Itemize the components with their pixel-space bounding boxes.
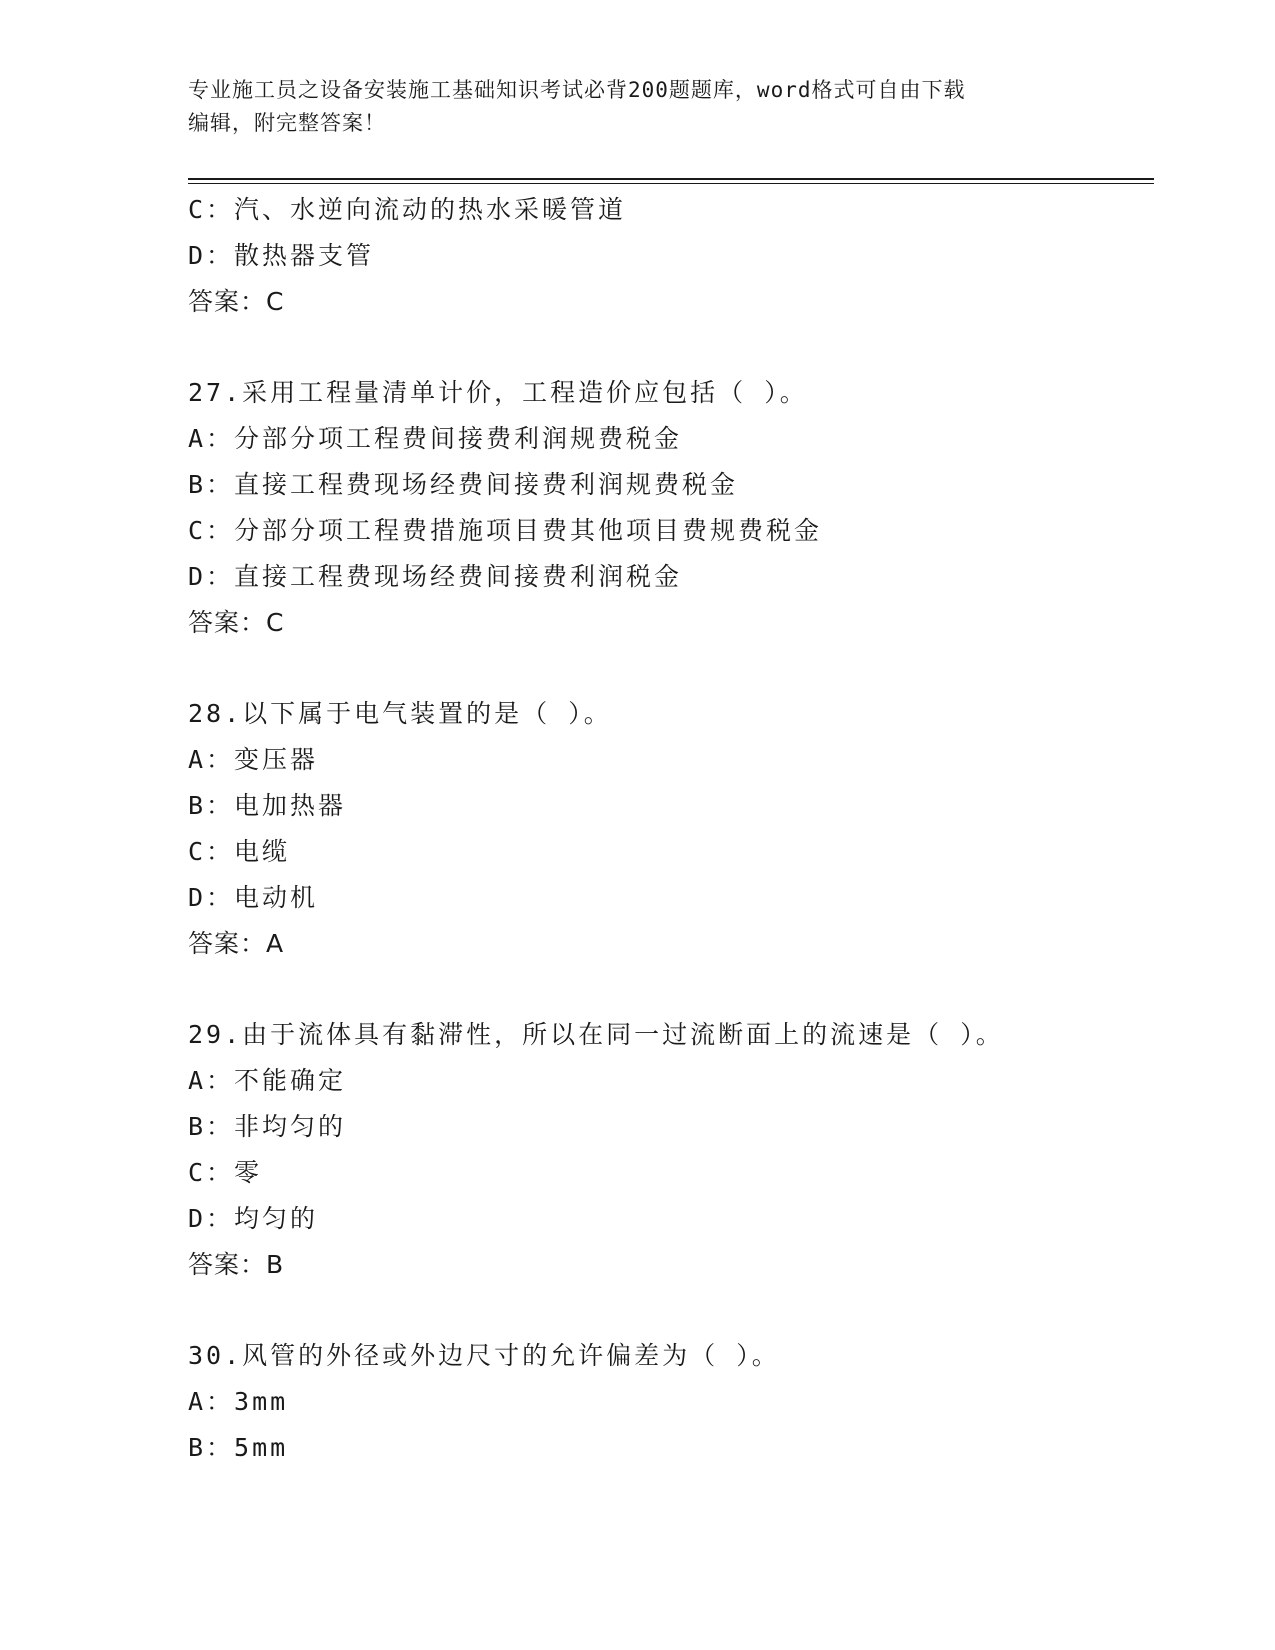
spacer: [188, 325, 1154, 370]
answer-line: 答案：C: [188, 608, 285, 637]
option-d: D：均匀的: [188, 1204, 319, 1233]
option-a: A：变压器: [188, 745, 319, 774]
option-c: C：分部分项工程费措施项目费其他项目费规费税金: [188, 516, 823, 545]
spacer: [188, 967, 1154, 1012]
question-stem: 30.风管的外径或外边尺寸的允许偏差为（ ）。: [188, 1341, 780, 1370]
option-a: A：3mm: [188, 1387, 289, 1416]
spacer: [188, 1288, 1154, 1333]
option-c: C：汽、水逆向流动的热水采暖管道: [188, 195, 627, 224]
answer-line: 答案：C: [188, 287, 285, 316]
option-d: D：散热器支管: [188, 241, 375, 270]
option-d: D：电动机: [188, 883, 319, 912]
option-c: C：电缆: [188, 837, 291, 866]
question-30: [188, 1333, 1154, 1471]
spacer: [188, 646, 1154, 691]
option-b: B：直接工程费现场经费间接费利润规费税金: [188, 470, 739, 499]
option-a: A：不能确定: [188, 1066, 347, 1095]
question-28: [188, 691, 1154, 967]
question-29: [188, 1012, 1154, 1288]
question-stem: 27.采用工程量清单计价，工程造价应包括（ ）。: [188, 378, 808, 407]
question-stem: 28.以下属于电气装置的是（ ）。: [188, 699, 612, 728]
option-b: B：电加热器: [188, 791, 347, 820]
option-b: B：非均匀的: [188, 1112, 347, 1141]
header-divider-thin: [188, 183, 1154, 184]
option-a: A：分部分项工程费间接费利润规费税金: [188, 424, 683, 453]
page-header: [188, 74, 1068, 140]
document-title-line-2: 编辑，附完整答案！: [188, 111, 386, 135]
question-stem: 29.由于流体具有黏滞性，所以在同一过流断面上的流速是（ ）。: [188, 1020, 1004, 1049]
question-27: [188, 370, 1154, 646]
option-b: B：5mm: [188, 1433, 289, 1462]
document-title-line-1: 专业施工员之设备安装施工基础知识考试必背200题题库，word格式可自由下载: [188, 78, 966, 102]
option-d: D：直接工程费现场经费间接费利润税金: [188, 562, 683, 591]
question-list: [188, 187, 1154, 1471]
continued-question: [188, 187, 1154, 325]
answer-line: 答案：A: [188, 929, 285, 958]
option-c: C：零: [188, 1158, 263, 1187]
header-divider-thick: [188, 178, 1154, 180]
answer-line: 答案：B: [188, 1250, 285, 1279]
